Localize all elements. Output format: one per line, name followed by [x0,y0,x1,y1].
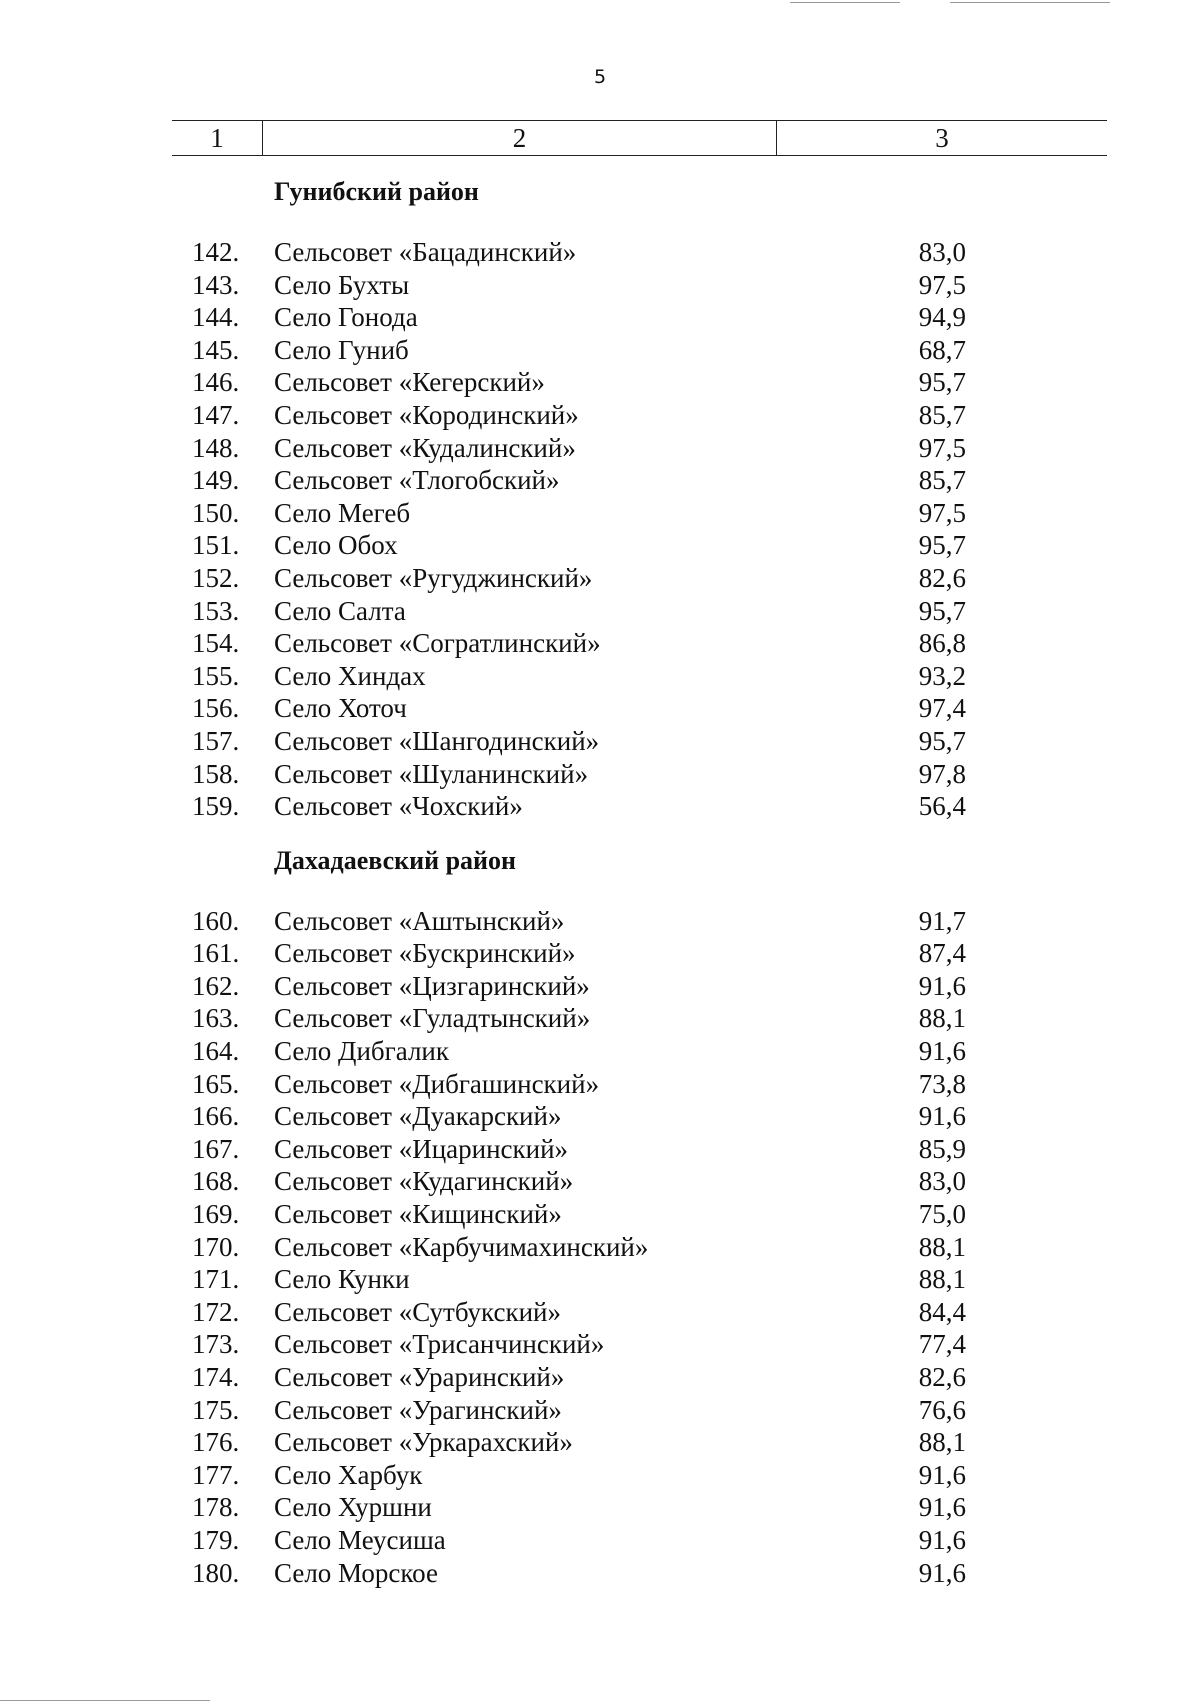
row-value: 91,6 [918,1524,966,1555]
settlement-name: Сельсовет «Ругуджинский» [274,562,593,593]
settlement-name: Сельсовет «Сутбукский» [274,1296,562,1327]
row-value: 88,1 [918,1003,966,1034]
settlement-name: Сельсовет «Шангодинский» [274,725,600,756]
table-row [0,236,1200,269]
row-value: 75,0 [918,1199,966,1230]
row-value: 95,7 [918,595,966,626]
row-value: 85,7 [918,465,966,496]
settlement-name: Сельсовет «Кегерский» [274,367,545,398]
row-value: 88,1 [918,1264,966,1295]
settlement-name: Сельсовет «Уркарахский» [274,1427,573,1458]
table-row [0,970,1200,1003]
row-value: 86,8 [918,628,966,659]
row-number: 152. [192,562,240,593]
settlement-name: Сельсовет «Бацадинский» [274,237,577,267]
scan-artifact-bottom [0,1700,210,1701]
row-number: 173. [192,1329,240,1360]
row-number: 148. [192,432,240,463]
row-value: 91,6 [918,1101,966,1132]
table-row [0,1035,1200,1068]
row-number: 166. [192,1101,240,1132]
table-row [0,562,1200,595]
settlement-name: Сельсовет «Кородинский» [274,399,579,430]
row-number: 163. [192,1003,240,1034]
column-header-1: 1 [172,121,263,155]
row-value: 97,4 [918,693,966,724]
row-number: 179. [192,1524,240,1555]
table-row [0,366,1200,399]
row-number: 170. [192,1231,240,1262]
table-body [0,154,1200,1589]
row-number: 153. [192,595,240,626]
table-row [0,1231,1200,1264]
table-row [0,905,1200,938]
row-number: 149. [192,465,240,496]
row-value: 76,6 [918,1394,966,1425]
table-row [0,1263,1200,1296]
table-row [0,269,1200,302]
row-number: 160. [192,905,240,936]
settlement-name: Село Хоточ [274,693,407,724]
row-number: 146. [192,367,240,398]
row-value: 91,6 [918,1492,966,1523]
table-row [0,1524,1200,1557]
row-number: 144. [192,302,240,333]
settlement-name: Сельсовет «Трисанчинский» [274,1329,605,1360]
row-value: 97,5 [918,432,966,463]
table-row [0,1426,1200,1459]
row-number: 176. [192,1427,240,1458]
row-number: 169. [192,1199,240,1230]
settlement-name: Село Хуршни [274,1492,432,1523]
row-number: 157. [192,725,240,756]
row-value: 68,7 [918,334,966,365]
table-row [0,660,1200,693]
row-value: 97,8 [918,758,966,789]
table-row [0,399,1200,432]
table-row [0,725,1200,758]
row-value: 91,6 [918,1459,966,1490]
settlement-name: Сельсовет «Кудалинский» [274,432,576,463]
row-number: 177. [192,1459,240,1490]
row-number: 174. [192,1362,240,1392]
row-value: 95,7 [918,367,966,398]
row-number: 155. [192,660,240,691]
row-number: 175. [192,1394,240,1425]
row-number: 154. [192,628,240,659]
row-number: 150. [192,497,240,528]
table-row [0,1068,1200,1101]
settlement-name: Сельсовет «Кищинский» [274,1199,562,1230]
row-number: 156. [192,693,240,724]
settlement-name: Сельсовет «Чохский» [274,791,523,822]
row-value: 88,1 [918,1427,966,1458]
column-header-2: 2 [263,121,777,155]
table-row [0,595,1200,628]
row-value: 83,0 [918,237,966,267]
table-row [0,497,1200,530]
settlement-name: Сельсовет «Дуакарский» [274,1101,562,1132]
settlement-name: Сельсовет «Кудагинский» [274,1166,574,1197]
row-value: 83,0 [918,1166,966,1197]
settlement-name: Сельсовет «Гуладтынский» [274,1003,591,1034]
district-section [0,843,1200,1589]
row-number: 161. [192,938,240,969]
row-value: 93,2 [918,660,966,691]
settlement-name: Село Гуниб [274,334,409,365]
row-value: 97,5 [918,269,966,300]
table-row [0,464,1200,497]
settlement-name: Сельсовет «Согратлинский» [274,628,601,659]
settlement-name: Сельсовет «Аштынский» [274,905,565,936]
table-row [0,1100,1200,1133]
table-row [0,432,1200,465]
table-header [172,120,1107,156]
table-row [0,758,1200,791]
row-value: 91,6 [918,970,966,1001]
row-number: 178. [192,1492,240,1523]
row-value: 73,8 [918,1068,966,1099]
row-value: 85,7 [918,399,966,430]
row-number: 159. [192,791,240,822]
row-value: 91,7 [918,905,966,936]
settlement-name: Село Меусиша [274,1524,446,1555]
settlement-name: Село Гонода [274,302,418,333]
row-number: 168. [192,1166,240,1197]
table-row [0,692,1200,725]
row-value: 56,4 [918,791,966,822]
settlement-name: Сельсовет «Шуланинский» [274,758,589,789]
table-row [0,1557,1200,1590]
settlement-name: Сельсовет «Бускринский» [274,938,576,969]
settlement-name: Село Обох [274,530,398,561]
row-value: 87,4 [918,938,966,969]
row-value: 82,6 [918,1362,966,1392]
row-number: 162. [192,970,240,1001]
row-value: 85,9 [918,1133,966,1164]
row-number: 142. [192,237,240,267]
settlement-name: Сельсовет «Цизгаринский» [274,970,590,1001]
row-value: 77,4 [918,1329,966,1360]
row-number: 165. [192,1068,240,1099]
table-row [0,1394,1200,1427]
row-value: 82,6 [918,562,966,593]
table-row [0,529,1200,562]
settlement-name: Село Кунки [274,1264,410,1295]
row-value: 91,6 [918,1036,966,1067]
district-title: Дахадаевский район [274,845,516,875]
row-number: 180. [192,1557,240,1588]
settlement-name: Село Бухты [274,269,410,300]
row-number: 143. [192,269,240,300]
settlement-name: Сельсовет «Ицаринский» [274,1133,569,1164]
settlement-name: Сельсовет «Урагинский» [274,1394,562,1425]
settlement-name: Сельсовет «Дибгашинский» [274,1068,600,1099]
table-row [0,1361,1200,1394]
settlement-name: Сельсовет «Урaринский» [274,1362,565,1392]
settlement-name: Село Салта [274,595,406,626]
table-row [0,1459,1200,1492]
settlement-name: Село Морское [274,1557,438,1588]
row-value: 94,9 [918,302,966,333]
table-row [0,790,1200,823]
table-row [0,627,1200,660]
scan-artifact-top-right [950,2,1110,3]
table-row [0,937,1200,970]
table-row [0,1165,1200,1198]
row-value: 88,1 [918,1231,966,1262]
row-number: 145. [192,334,240,365]
district-section [0,174,1200,823]
settlement-name: Село Хиндах [274,660,426,691]
row-value: 91,6 [918,1557,966,1588]
table-row [0,301,1200,334]
row-number: 151. [192,530,240,561]
row-number: 147. [192,399,240,430]
row-value: 97,5 [918,497,966,528]
row-value: 84,4 [918,1296,966,1327]
table-row [0,1491,1200,1524]
scan-artifact-top [790,2,900,3]
page-number: 5 [593,66,607,88]
table-row [0,334,1200,367]
row-number: 158. [192,758,240,789]
column-header-3: 3 [935,123,949,153]
row-number: 164. [192,1036,240,1067]
row-value: 95,7 [918,725,966,756]
table-row [0,1296,1200,1329]
settlement-name: Село Мегеб [274,497,411,528]
settlement-name: Сельсовет «Тлогобский» [274,465,560,496]
row-value: 95,7 [918,530,966,561]
settlement-name: Село Харбук [274,1459,423,1490]
district-title: Гунибский район [274,177,479,206]
table-row [0,1198,1200,1231]
row-number: 167. [192,1133,240,1164]
settlement-name: Сельсовет «Карбучимахинский» [274,1231,649,1262]
row-number: 172. [192,1296,240,1327]
row-number: 171. [192,1264,240,1295]
table-row [0,1002,1200,1035]
table-row [0,1328,1200,1361]
table-row [0,1133,1200,1166]
settlement-name: Село Дибгалик [274,1036,449,1067]
